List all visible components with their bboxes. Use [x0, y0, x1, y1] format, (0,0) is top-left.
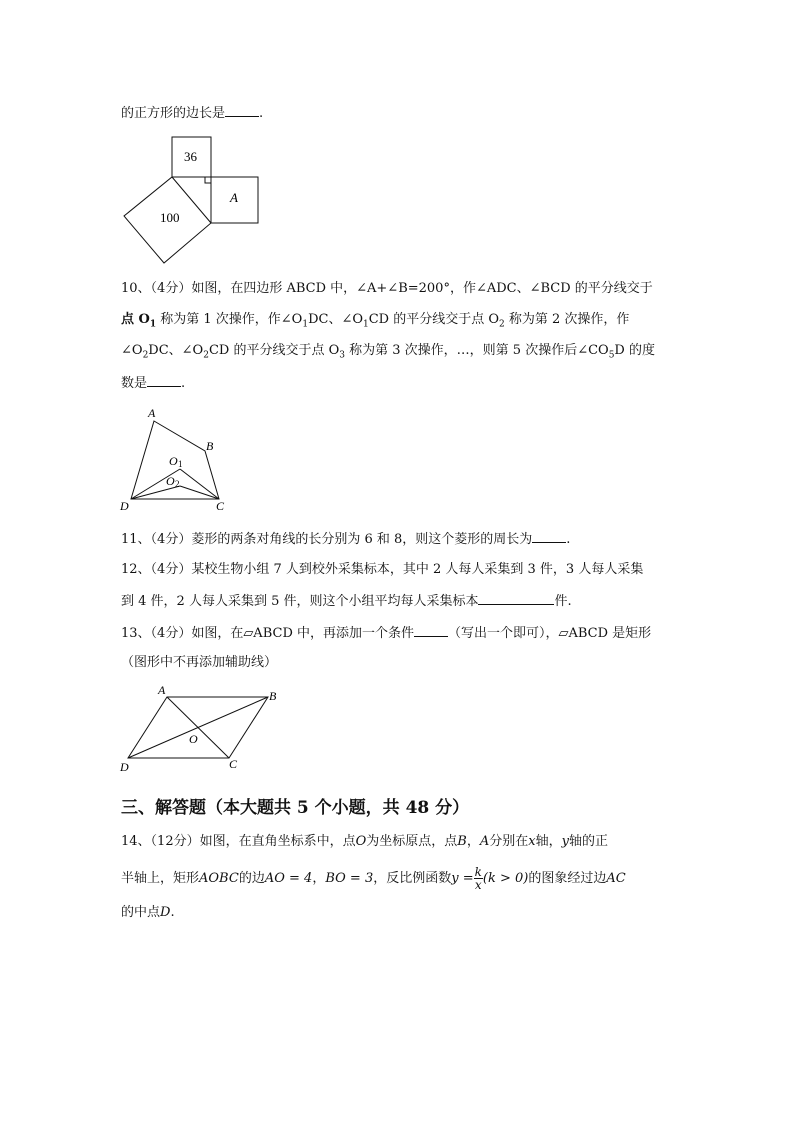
q12-line-2: 到 4 件，2 人每人采集到 5 件，则这个小组平均每人采集标本 件.: [121, 594, 572, 609]
q11-line: 11、（4分）菱形的两条对角线的长分别为 6 和 8，则这个菱形的周长为 .: [121, 532, 571, 547]
q14-line-1: 14、（12分）如图，在直角坐标系中，点O为坐标原点，点B，A分别在x轴，y轴的正: [121, 834, 608, 849]
q9-line: 的正方形的边长是 .: [121, 106, 264, 121]
fig10-label-c: C: [216, 499, 225, 513]
fig10-c-o2: [180, 486, 219, 499]
fig10-label-o2: O: [166, 474, 175, 488]
fig13-parallelogram-figure: [115, 683, 285, 778]
fig13-label-c: C: [229, 757, 238, 771]
fig9-label-36: 36: [184, 149, 197, 164]
q14-fraction-k-over-x: $\frac{k}{x}$: [474, 865, 482, 892]
fig10-label-o1: O: [169, 454, 178, 468]
q10-line-4: 数是 .: [121, 376, 186, 391]
fig13-label-o: O: [189, 732, 198, 746]
q14-line-3: 的中点D.: [121, 905, 175, 920]
q13-line-1: 13、（4分）如图，在▱ABCD 中，再添加一个条件 （写出一个即可），▱ABCD 是矩形: [121, 626, 652, 641]
q11-answer-blank: [532, 530, 566, 543]
q9-text: 的正方形的边长是: [121, 106, 226, 121]
q13-answer-blank: [414, 624, 448, 637]
q10-line-2: 点 $O_1$ 称为第 1 次操作，作$\angle O_1DC$、$\angle O_1CD$ 的平分线交于点 $O_2$ 称为第 2 次操作，作: [121, 312, 630, 330]
svg-text:2: 2: [175, 479, 180, 489]
fig13-diagonal-bd: [128, 697, 268, 758]
fig9-squares-figure: [120, 133, 270, 268]
fig10-label-d: D: [120, 499, 129, 513]
fig10-c-o1: [180, 469, 219, 499]
fig10-label-a: A: [148, 406, 156, 420]
q9-answer-blank: [225, 104, 259, 117]
fig13-label-d: D: [120, 760, 129, 774]
q10-line-3: $\angle O_2DC$、$\angle O_2CD$ 的平分线交于点 $O_3$ 称为第 3 次操作，…，则第 5 次操作后$\angle CO_5D$ 的度: [121, 343, 655, 361]
q10-answer-blank: [147, 374, 181, 387]
q10-line-1: 10、（4分）如图，在四边形 ABCD 中，∠A+∠B=200°，作∠ADC、∠BCD 的平分线交于: [121, 281, 653, 296]
fig9-right-angle-mark: [205, 177, 211, 183]
fig10-quadrilateral-figure: [115, 402, 245, 512]
q14-line-2: 半轴上，矩形AOBC的边AO = 4，BO = 3，反比例函数y = $\frac{k}{x}$ (k > 0)的图象经过边AC: [121, 865, 626, 892]
fig10-label-b: B: [206, 439, 214, 453]
q13-line-2: （图形中不再添加辅助线）: [121, 655, 278, 670]
fig9-label-100: 100: [160, 210, 180, 225]
q12-answer-blank: [478, 592, 554, 605]
q12-line-1: 12、（4分）某校生物小组 7 人到校外采集标本，其中 2 人每人采集到 3 件，3 人每人采集: [121, 562, 644, 577]
svg-text:1: 1: [178, 459, 183, 469]
fig9-label-a: A: [230, 190, 238, 205]
section-3-heading: 三、解答题（本大题共 5 个小题，共 48 分）: [121, 798, 470, 818]
fig13-label-a: A: [158, 683, 166, 697]
fig13-label-b: B: [269, 689, 277, 703]
